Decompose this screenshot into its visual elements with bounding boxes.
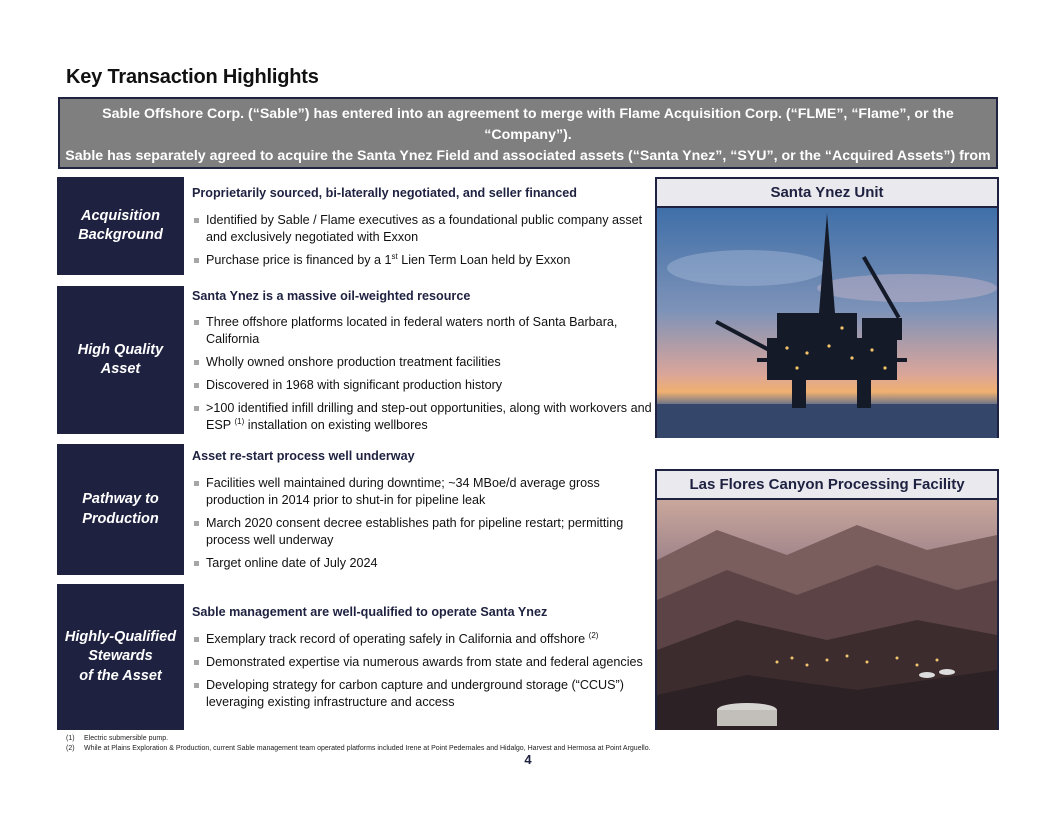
offshore-platform-image [657,208,997,438]
bullet-square-icon [194,637,199,642]
bullet-square-icon [194,683,199,688]
summary-banner [58,97,998,185]
list-item: Identified by Sable / Flame executives as a foundational public company asset and exclusively negotiated with Exxon [192,212,662,246]
section-heading-high-quality: Santa Ynez is a massive oil-weighted resource [192,289,471,303]
footnote-1: (1) Electric submersible pump. [66,735,169,742]
photo-las-flores-canyon [655,469,999,730]
list-item: Developing strategy for carbon capture and underground storage (“CCUS”) leveraging existing infrastructure and access [192,677,662,711]
footnotes [66,734,651,753]
bullet-square-icon [194,406,199,411]
list-item: Discovered in 1968 with significant production history [192,377,662,394]
bullet-list-pathway [192,475,662,578]
photo-title-las-flores: Las Flores Canyon Processing Facility [657,471,997,500]
section-heading-stewards: Sable management are well-qualified to operate Santa Ynez [192,605,548,619]
list-item: Exemplary track record of operating safely in California and offshore $^{(2)}$ [192,631,662,648]
label-line: Production [82,510,159,527]
label-pathway-to-production [57,444,184,575]
page-number: 4 [524,752,532,767]
bullet-list-high-quality [192,314,662,440]
label-highly-qualified-stewards [57,584,184,730]
label-line: Stewards [88,648,153,665]
bullet-list-acquisition [192,212,662,275]
label-high-quality-asset [57,286,184,434]
label-line: Acquisition [81,207,160,224]
list-item: Purchase price is financed by a 1st Lien Term Loan held by Exxon [192,252,662,269]
label-acquisition-background [57,177,184,275]
list-item: >100 identified infill drilling and step-out opportunities, along with workovers and ESP $^{(1)}$ installation on existing wellbores [192,400,662,434]
bullet-square-icon [194,383,199,388]
list-item: March 2020 consent decree establishes path for pipeline restart; permitting process well underway [192,515,662,549]
list-item: Facilities well maintained during downtime; ~34 MBoe/d average gross production in 2014 prior to shut-in for pipeline leak [192,475,662,509]
bullet-square-icon [194,561,199,566]
photo-santa-ynez-unit [655,177,999,438]
banner-line-2: Sable has separately agreed to acquire the Santa Ynez Field and associated assets (“Santa Ynez”, “SYU”, or the “Acquired Assets”) from [65,148,991,164]
label-line: Highly-Qualified [64,628,177,645]
bullet-list-stewards [192,631,662,717]
footnote-2: (2) While at Plains Exploration & Production, current Sable management team operated platforms included Irene at Point Pedernales and Hidalgo, Harvest and Hermosa at Point Arguello. [66,744,651,752]
bullet-square-icon [194,218,199,223]
section-heading-pathway: Asset re-start process well underway [192,449,415,463]
list-item: Demonstrated expertise via numerous awards from state and federal agencies [192,654,662,671]
list-item: Target online date of July 2024 [192,555,662,572]
label-line: Pathway to [82,491,159,507]
label-line: High Quality [77,341,164,358]
banner-line-1: Sable Offshore Corp. (“Sable”) has entered into an agreement to merge with Flame Acquisition Corp. (“FLME”, “Flame”, or the “Company”). [102,106,954,143]
label-line: Asset [100,361,141,377]
section-heading-acquisition: Proprietarily sourced, bi-laterally negotiated, and seller financed [192,186,577,200]
label-line: of the Asset [79,667,162,684]
processing-facility-image [657,500,997,730]
label-line: Background [78,227,163,243]
bullet-square-icon [194,660,199,665]
list-item: Three offshore platforms located in federal waters north of Santa Barbara, California [192,314,662,348]
photo-title-santa-ynez: Santa Ynez Unit [657,179,997,208]
bullet-square-icon [194,481,199,486]
bullet-square-icon [194,360,199,365]
page-title: Key Transaction Highlights [66,66,319,88]
banner-line-3: ExxonMobil (“Exxon”) [453,169,603,185]
bullet-square-icon [194,258,199,263]
bullet-square-icon [194,320,199,325]
list-item: Wholly owned onshore production treatment facilities [192,354,662,371]
bullet-square-icon [194,521,199,526]
